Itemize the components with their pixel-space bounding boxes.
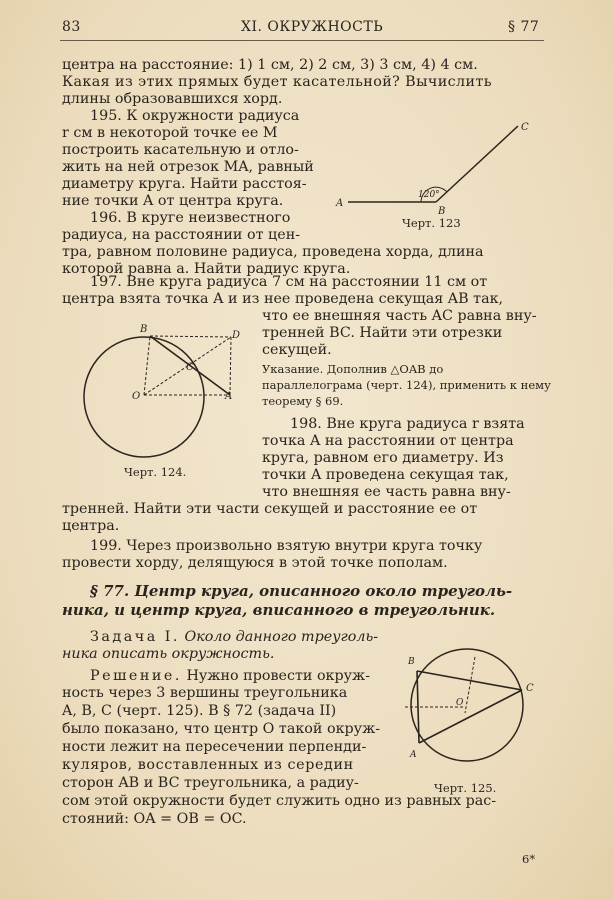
p198-line-6: тренней. Найти эти части секущей и расстояние ее от xyxy=(62,501,478,517)
p195-line-5: диаметру круга. Найти расстоя- xyxy=(62,176,307,192)
fig123-caption: Черт. 123 xyxy=(402,216,461,230)
solution-line-3: A, B, C (черт. 125). В § 72 (задача II) xyxy=(62,703,337,719)
p197-line-3: что ее внешняя часть AC равна вну- xyxy=(262,308,537,324)
fig123-label-b: B xyxy=(438,206,446,217)
task1-text: Около данного треуголь- xyxy=(184,629,379,645)
solution-line-7: сторон AB и BC треугольника, а радиу- xyxy=(62,775,359,791)
fig124-label-a: A xyxy=(225,391,233,402)
p198-line-2: точка A на расстоянии от центра xyxy=(262,433,514,449)
fig124-label-c: C xyxy=(186,362,194,373)
p196-line-4: которой равна a. Найти радиус круга. xyxy=(62,261,351,277)
header-rule xyxy=(60,40,544,41)
fig124-da xyxy=(230,337,231,395)
p197-line-2: центра взята точка A и из нее проведена секущая AB так, xyxy=(62,291,504,307)
solution-label: Решение. xyxy=(90,668,182,684)
fig124-label-d: D xyxy=(232,330,241,341)
fig124-label-o: O xyxy=(132,391,141,402)
p198-line-3: круга, равном его диаметру. Из xyxy=(262,450,504,466)
page-number: 83 xyxy=(62,19,81,35)
p198-line-4: точки A проведена секущая так, xyxy=(262,467,509,483)
solution-line-6: куляров, восставленных из середин xyxy=(62,757,354,773)
p195-line-3: построить касательную и отло- xyxy=(62,142,299,158)
solution-line-8: сом этой окружности будет служить одно из равных рас- xyxy=(62,793,497,809)
solution-line-5: ности лежит на пересечении перпенди- xyxy=(62,739,367,755)
fig125-circle xyxy=(411,649,523,761)
task1-line-1 xyxy=(90,629,378,646)
fig124-caption: Черт. 124. xyxy=(124,465,187,479)
fig124-ob xyxy=(144,336,150,395)
figure-123 xyxy=(328,118,548,218)
section-marker: § 77 xyxy=(508,19,540,35)
p194-line-1: центра на расстояние: 1) 1 см, 2) 2 см, 3) 3 см, 4) 4 см. xyxy=(62,57,478,73)
figure-125 xyxy=(405,645,545,770)
fig123-segment-bc xyxy=(436,126,518,202)
p198-line-7: центра. xyxy=(62,518,120,534)
figure-124 xyxy=(66,322,251,457)
p196-line-3: тра, равном половине радиуса, проведена хорда, длина xyxy=(62,244,484,260)
p198-line-1: 198. Вне круга радиуса r взята xyxy=(290,416,525,432)
fig125-label-a: A xyxy=(410,750,417,760)
fig125-side-ca xyxy=(419,690,522,743)
fig125-label-o: O xyxy=(456,698,464,708)
fig124-circle xyxy=(84,337,204,457)
fig125-label-c: C xyxy=(526,683,534,694)
signature-mark: 6* xyxy=(522,852,536,866)
p195-line-2: r см в некоторой точке ее M xyxy=(62,125,278,141)
section-77-title-2: ника, и центр круга, вписанного в треугольник. xyxy=(62,601,496,619)
fig125-perp-bc xyxy=(465,657,475,713)
fig124-label-b: B xyxy=(140,324,148,335)
hint-line-2: параллелограма (черт. 124), применить к нему xyxy=(262,378,551,392)
p194-line-2: Какая из этих прямых будет касательной? Вычислить xyxy=(62,74,492,90)
p197-line-5: секущей. xyxy=(262,342,332,358)
p196-line-1: 196. В круге неизвестного xyxy=(90,210,291,226)
hint-line-1: Указание. Дополнив △OAB до xyxy=(262,362,444,376)
fig125-label-b: B xyxy=(408,657,415,667)
p196-line-2: радиуса, на расстоянии от цен- xyxy=(62,227,301,243)
hint-line-3: теорему § 69. xyxy=(262,394,344,408)
p199-line-1: 199. Через произвольно взятую внутри круга точку xyxy=(90,538,483,554)
solution-line-1 xyxy=(90,668,370,685)
p194-line-3: длины образовавшихся хорд. xyxy=(62,91,283,107)
p198-line-5: что внешняя ее часть равна вну- xyxy=(262,484,511,500)
p197-line-1: 197. Вне круга радиуса 7 см на расстоянии 11 см от xyxy=(90,274,488,290)
section-77-title-1: § 77. Центр круга, описанного около треуголь- xyxy=(90,582,513,600)
fig125-caption: Черт. 125. xyxy=(434,781,497,795)
solution-line-2: ность через 3 вершины треугольника xyxy=(62,685,348,701)
fig124-bd xyxy=(150,336,231,337)
task1-label: Задача I. xyxy=(90,629,180,645)
fig123-label-a: A xyxy=(336,198,344,209)
p195-line-6: ние точки A от центра круга. xyxy=(62,193,284,209)
solution-text: Нужно провести окруж- xyxy=(186,668,371,684)
fig123-angle-label: 120° xyxy=(418,190,440,200)
solution-line-9: стояний: OA = OB = OC. xyxy=(62,811,247,827)
fig123-label-c: C xyxy=(521,122,529,133)
p197-line-4: тренней BC. Найти эти отрезки xyxy=(262,325,503,341)
chapter-title: XI. ОКРУЖНОСТЬ xyxy=(241,19,384,35)
solution-line-4: было показано, что центр O такой окруж- xyxy=(62,721,381,737)
p195-line-1: 195. К окружности радиуса xyxy=(90,108,300,124)
p199-line-2: провести хорду, делящуюся в этой точке пополам. xyxy=(62,555,448,571)
task1-line-2: ника описать окружность. xyxy=(62,646,275,662)
p195-line-4: жить на ней отрезок MA, равный xyxy=(62,159,314,175)
